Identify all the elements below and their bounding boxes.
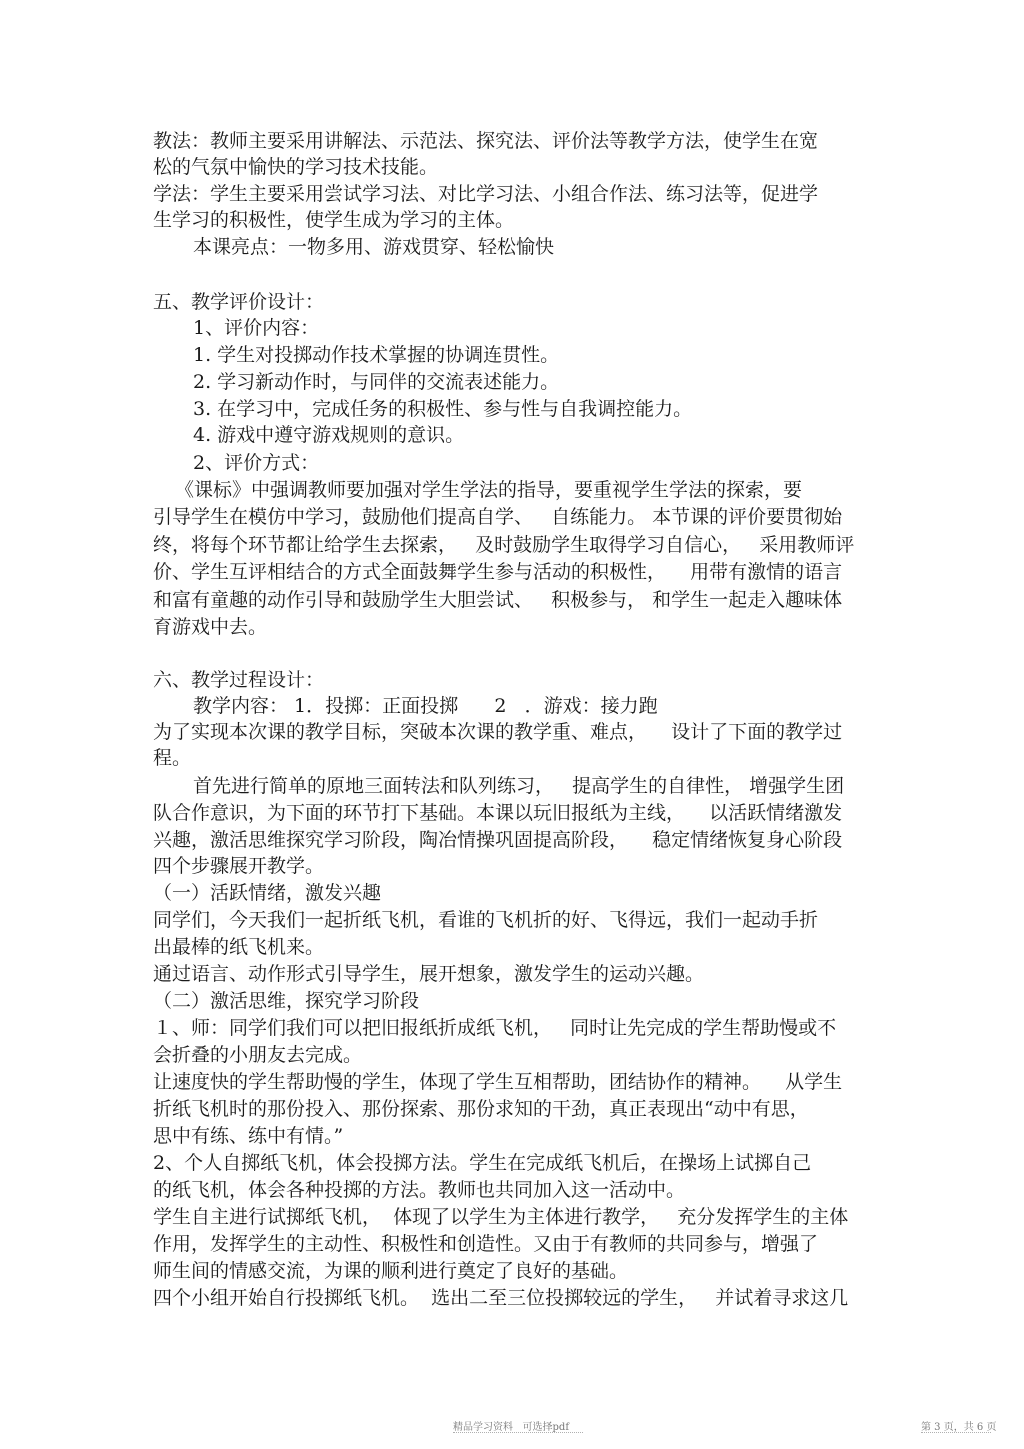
body-line-23: 队合作意识，为下面的环节打下基础。本课以玩旧报纸为主线， 以活跃情绪激发 bbox=[153, 802, 843, 824]
body-line-1: 教法：教师主要采用讲解法、示范法、探究法、评价法等教学方法，使学生在宽 bbox=[153, 130, 819, 152]
subheading-eval-method: 2、评价方式： bbox=[193, 452, 320, 474]
body-line-14: 终，将每个环节都让给学生去探索， 及时鼓励学生取得学习自信心， 采用教师评 bbox=[153, 534, 855, 556]
footer-page-number: 第 3 页，共 6 页 bbox=[921, 1422, 997, 1433]
footer-divider-left bbox=[453, 1432, 583, 1433]
body-line-17: 育游戏中去。 bbox=[153, 616, 268, 638]
body-line-3: 学法：学生主要采用尝试学习法、对比学习法、小组合作法、练习法等，促进学 bbox=[153, 183, 819, 205]
list-item-4: 4. 游戏中遵守游戏规则的意识。 bbox=[193, 424, 465, 446]
footer-source-label: 精品学习资料 可选择pdf bbox=[453, 1422, 570, 1433]
body-line-35: 思中有练、练中有情。” bbox=[153, 1125, 344, 1147]
body-line-24: 兴趣，激活思维探究学习阶段，陶冶情操巩固提高阶段， 稳定情绪恢复身心阶段 bbox=[153, 829, 843, 851]
body-line-32: 会折叠的小朋友去完成。 bbox=[153, 1044, 363, 1066]
footer-divider-right bbox=[921, 1432, 991, 1433]
body-line-31: １、师：同学们我们可以把旧报纸折成纸飞机， 同时让先完成的学生帮助慢或不 bbox=[153, 1017, 837, 1039]
subheading-eval-content: 1、评价内容： bbox=[193, 317, 320, 339]
body-line-5: 本课亮点：一物多用、游戏贯穿、轻松愉快 bbox=[193, 236, 555, 258]
body-line-33: 让速度快的学生帮助慢的学生，体现了学生互相帮助，团结协作的精神。 从学生 bbox=[153, 1071, 843, 1093]
body-line-37: 的纸飞机，体会各种投掷的方法。教师也共同加入这一活动中。 bbox=[153, 1179, 686, 1201]
teaching-content-line: 教学内容： 1．投掷：正面投掷 2 ．游戏：接力跑 bbox=[193, 695, 658, 717]
body-line-16: 和富有童趣的动作引导和鼓励学生大胆尝试、 积极参与， 和学生一起走入趣味体 bbox=[153, 589, 843, 611]
body-line-25: 四个步骤展开教学。 bbox=[153, 855, 325, 877]
subsection-heading-2: （二）激活思维，探究学习阶段 bbox=[153, 990, 420, 1012]
body-line-36: 2、个人自掷纸飞机，体会投掷方法。学生在完成纸飞机后，在操场上试掷自己 bbox=[153, 1152, 812, 1174]
body-line-39: 作用，发挥学生的主动性、积极性和创造性。又由于有教师的共同参与，增强了 bbox=[153, 1233, 819, 1255]
body-line-12: 《课标》中强调教师要加强对学生学法的指导，要重视学生学法的探索，要 bbox=[175, 479, 803, 501]
list-item-2: 2. 学习新动作时，与同伴的交流表述能力。 bbox=[193, 371, 560, 393]
body-line-40: 师生间的情感交流，为课的顺利进行奠定了良好的基础。 bbox=[153, 1260, 629, 1282]
body-line-15: 价、学生互评相结合的方式全面鼓舞学生参与活动的积极性， 用带有激情的语言 bbox=[153, 561, 843, 583]
body-line-2: 松的气氛中愉快的学习技术技能。 bbox=[153, 156, 439, 178]
list-item-3: 3. 在学习中，完成任务的积极性、参与性与自我调控能力。 bbox=[193, 398, 693, 420]
body-line-28: 出最棒的纸飞机来。 bbox=[153, 936, 325, 958]
body-line-22: 首先进行简单的原地三面转法和队列练习， 提高学生的自律性， 增强学生团 bbox=[193, 775, 845, 797]
body-line-13: 引导学生在模仿中学习，鼓励他们提高自学、 自练能力。 本节课的评价要贯彻始 bbox=[153, 506, 843, 528]
list-item-1: 1. 学生对投掷动作技术掌握的协调连贯性。 bbox=[193, 344, 560, 366]
body-line-41: 四个小组开始自行投掷纸飞机。 选出二至三位投掷较远的学生， 并试着寻求这几 bbox=[153, 1287, 849, 1309]
body-line-34: 折纸飞机时的那份投入、那份探索、那份求知的干劲，真正表现出“动中有思， bbox=[153, 1098, 809, 1120]
section-heading-5: 五、教学评价设计： bbox=[153, 291, 325, 313]
section-heading-6: 六、教学过程设计： bbox=[153, 669, 325, 691]
body-line-21: 程。 bbox=[153, 747, 192, 769]
body-line-27: 同学们，今天我们一起折纸飞机，看谁的飞机折的好、飞得远，我们一起动手折 bbox=[153, 909, 819, 931]
body-line-4: 生学习的积极性，使学生成为学习的主体。 bbox=[153, 209, 515, 231]
subsection-heading-1: （一）活跃情绪，激发兴趣 bbox=[153, 882, 382, 904]
body-line-20: 为了实现本次课的教学目标，突破本次课的教学重、难点， 设计了下面的教学过 bbox=[153, 721, 843, 743]
body-line-29: 通过语言、动作形式引导学生，展开想象，激发学生的运动兴趣。 bbox=[153, 963, 705, 985]
body-line-38: 学生自主进行试掷纸飞机， 体现了以学生为主体进行教学， 充分发挥学生的主体 bbox=[153, 1206, 849, 1228]
